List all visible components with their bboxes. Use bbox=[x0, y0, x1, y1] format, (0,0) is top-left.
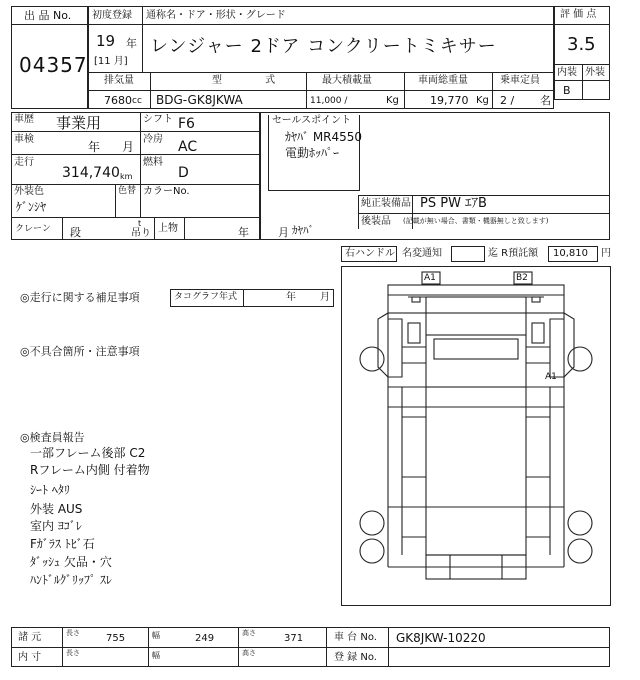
length-label: 長さ bbox=[66, 629, 80, 637]
truck-outline-diagram bbox=[342, 267, 610, 605]
vehicle-diagram bbox=[341, 266, 611, 606]
crane-step: 段 bbox=[70, 226, 81, 239]
gross-weight-label: 車両総重量 bbox=[418, 75, 468, 86]
sales-points-label: セールスポイント bbox=[272, 115, 352, 126]
aftermarket-label: 後装品 bbox=[361, 216, 391, 227]
max-load-value: 11,000 / bbox=[310, 96, 348, 106]
inspector-line: ﾀﾞｯｼｭ 欠品・穴 bbox=[30, 555, 112, 569]
upper-year: 年 bbox=[238, 226, 249, 239]
fuel-value: D bbox=[178, 165, 189, 181]
mileage-value: 314,740 bbox=[62, 165, 120, 181]
ac-value: AC bbox=[178, 139, 198, 155]
eval-score: 3.5 bbox=[567, 34, 596, 55]
dims-label: 諸 元 bbox=[18, 632, 42, 643]
reg-no-label: 登 録 No. bbox=[334, 652, 377, 663]
inspector-line: ｼｰﾄ ﾍﾀﾘ bbox=[30, 483, 70, 497]
displacement-value: 7680 bbox=[104, 94, 132, 107]
equip-value: PS PW ｴｱB bbox=[420, 196, 487, 211]
rhd-label: 右ハンドル bbox=[345, 248, 395, 259]
equip-label: 純正装備品 bbox=[361, 198, 411, 209]
damage-mark: B2 bbox=[516, 273, 528, 283]
upper-month: 月 bbox=[278, 226, 289, 239]
history-value: 事業用 bbox=[56, 114, 102, 132]
displacement-unit: cc bbox=[132, 96, 142, 106]
sales-point-1: ｶﾔﾊﾞ MR4550 bbox=[285, 130, 363, 144]
inspection-year: 年 bbox=[88, 140, 101, 154]
capacity-label: 乗車定員 bbox=[500, 75, 540, 86]
crane-ton-top: t bbox=[138, 219, 142, 228]
meter-label: 迄 R預託額 bbox=[488, 248, 539, 259]
crane-label: クレーン bbox=[15, 224, 51, 234]
sales-point-2: 電動ﾎｯﾊﾟｰ bbox=[285, 146, 340, 160]
chassis-label: 車 台 No. bbox=[334, 632, 377, 643]
inspection-month: 月 bbox=[122, 140, 135, 154]
meter-unit: 円 bbox=[601, 248, 611, 259]
name-change-box bbox=[451, 246, 485, 262]
reg-year: 19 bbox=[96, 32, 116, 50]
aftermarket-note: (記載が無い場合、書類・機器無しと致します) bbox=[403, 217, 549, 225]
inspector-label: ◎検査員報告 bbox=[20, 431, 85, 444]
capacity-unit: 名 bbox=[540, 94, 551, 107]
reg-month: [11 月] bbox=[94, 56, 128, 67]
max-load-label: 最大積載量 bbox=[322, 75, 372, 86]
color-code-label: カラーNo. bbox=[143, 186, 190, 197]
fuel-label: 燃料 bbox=[143, 157, 163, 168]
inspector-line: 外装 AUS bbox=[30, 502, 83, 516]
interior-label: 内装 bbox=[557, 67, 577, 78]
model-name: レンジャー 2ドア コンクリートミキサー bbox=[150, 36, 497, 57]
inner-width-label: 幅 bbox=[152, 651, 160, 660]
interior-grade: B bbox=[563, 84, 571, 97]
inspector-line: Fｶﾞﾗｽ ﾄﾋﾞ石 bbox=[30, 537, 95, 551]
width-value: 249 bbox=[195, 633, 215, 644]
shift-label: シフト bbox=[143, 114, 173, 125]
first-reg-label: 初度登録 bbox=[92, 10, 132, 21]
ext-color-value: ｹﾞﾝｼﾔ bbox=[16, 200, 47, 214]
tacho-label: タコグラフ年式 bbox=[174, 292, 238, 302]
upper-maker: ｶﾔﾊﾞ bbox=[292, 224, 314, 237]
damage-mark: A1 bbox=[424, 273, 436, 283]
gross-weight-value: 19,770 bbox=[430, 94, 469, 107]
mileage-label: 走行 bbox=[14, 157, 34, 168]
lot-number: 04357 bbox=[19, 53, 88, 77]
length-value: 755 bbox=[106, 633, 126, 644]
defect-label: ◎不具合箇所・注意事項 bbox=[20, 345, 140, 358]
inspector-line: 室内 ﾖｺﾞﾚ bbox=[30, 519, 82, 533]
shift-value: F6 bbox=[178, 116, 195, 132]
driving-notes-label: ◎走行に関する補足事項 bbox=[20, 291, 140, 304]
model-type-label: 型 式 bbox=[212, 75, 296, 86]
inner-height-label: 高さ bbox=[242, 649, 256, 657]
inner-dims-label: 内 寸 bbox=[18, 652, 42, 663]
inspector-line: Rフレーム内側 付着物 bbox=[30, 463, 150, 477]
inspector-line: ﾊﾝﾄﾞﾙｸﾞﾘｯﾌﾟ ｽﾚ bbox=[30, 573, 112, 587]
ext-color-label: 外装色 bbox=[14, 186, 44, 197]
eval-label: 評 価 点 bbox=[560, 9, 597, 20]
color-change-label: 色替 bbox=[118, 186, 137, 196]
chassis-number: GK8JKW-10220 bbox=[396, 631, 486, 645]
model-code: BDG-GK8JKWA bbox=[156, 93, 243, 107]
history-label: 車歴 bbox=[14, 114, 34, 125]
tacho-month: 月 bbox=[320, 292, 330, 303]
crane-ton: 吊り bbox=[131, 228, 151, 239]
height-value: 371 bbox=[284, 633, 304, 644]
max-load-unit: Kg bbox=[386, 95, 399, 106]
capacity-value: 2 / bbox=[500, 94, 515, 107]
upper-label: 上物 bbox=[158, 223, 178, 234]
lot-label: 出 品 No. bbox=[24, 9, 72, 22]
name-change-label: 名変通知 bbox=[402, 248, 442, 259]
mileage-unit: km bbox=[120, 172, 133, 181]
model-grade-label: 通称名・ドア・形状・グレード bbox=[146, 10, 286, 21]
gross-weight-unit: Kg bbox=[476, 95, 489, 106]
inner-length-label: 長さ bbox=[66, 649, 80, 657]
displacement-label: 排気量 bbox=[104, 75, 134, 86]
height-label: 高さ bbox=[242, 629, 256, 637]
ac-label: 冷房 bbox=[143, 134, 163, 145]
inspector-line: 一部フレーム後部 C2 bbox=[30, 446, 146, 460]
width-label: 幅 bbox=[152, 631, 160, 640]
tacho-year: 年 bbox=[286, 292, 296, 303]
exterior-label: 外装 bbox=[585, 67, 605, 78]
reg-year-unit: 年 bbox=[126, 37, 137, 50]
damage-mark: A1 bbox=[545, 372, 557, 382]
inspection-label: 車検 bbox=[14, 134, 34, 145]
meter-value: 10,810 bbox=[553, 248, 588, 259]
